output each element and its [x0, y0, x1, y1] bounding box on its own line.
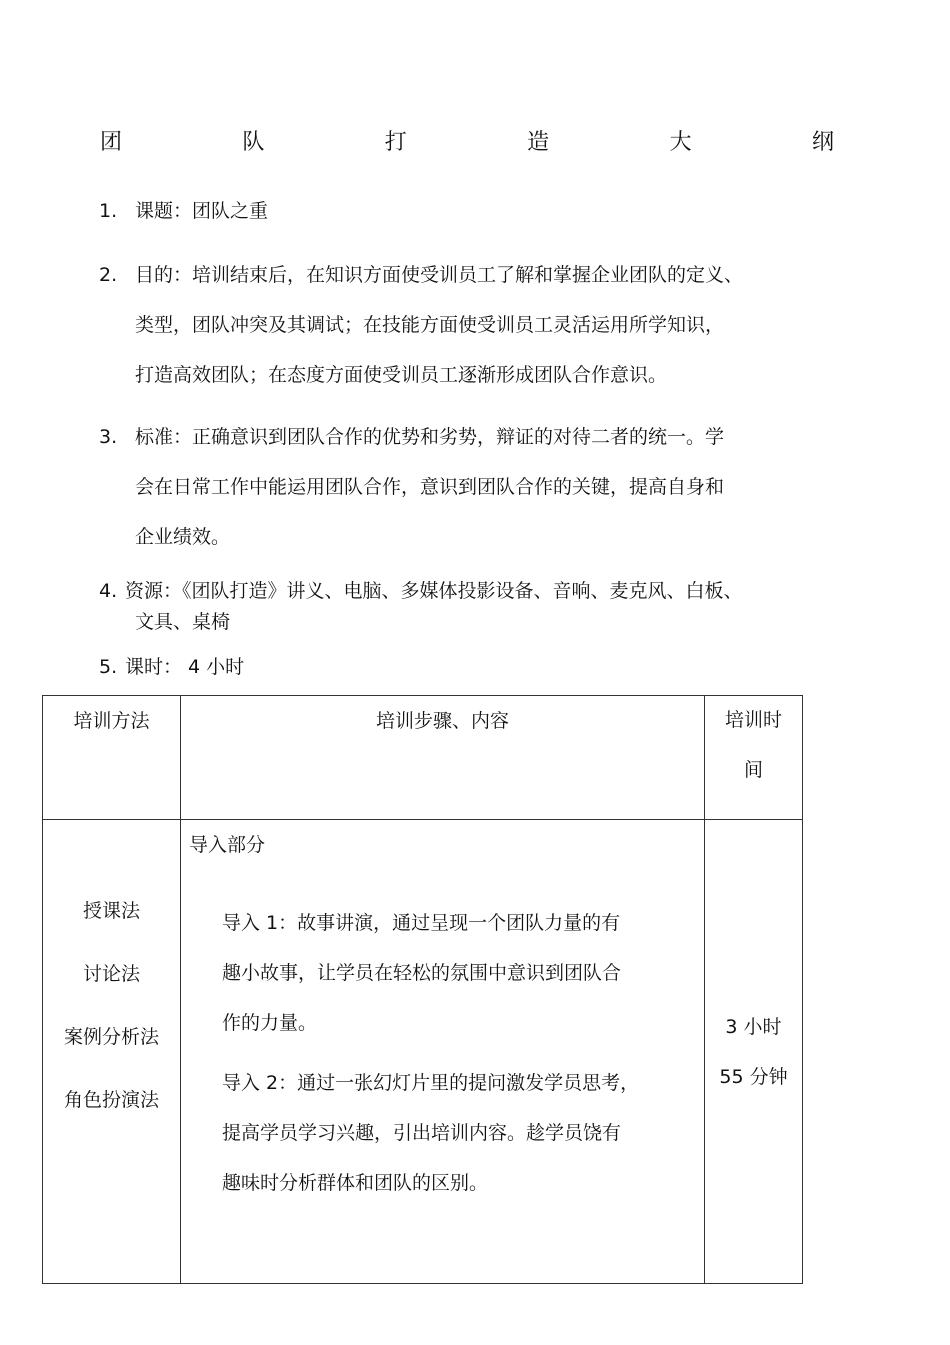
training-schedule-table [42, 695, 803, 1284]
methods-cell [43, 820, 181, 1284]
intro-paragraph-1 [189, 898, 696, 1048]
method-item: 授课法 [82, 900, 140, 922]
list-item-resources [99, 576, 819, 638]
paragraph-line: 趣味时分析群体和团队的区别。 [222, 1172, 489, 1194]
section-title: 导入部分 [189, 834, 266, 856]
duration-line2: 55 分钟 [719, 1065, 788, 1088]
item-text: 类型，团队冲突及其调试；在技能方面使受训员工灵活运用所学知识， [135, 314, 725, 336]
item-number: 1. [99, 200, 118, 222]
method-item: 讨论法 [82, 963, 140, 985]
paragraph-line: 作的力量。 [222, 1012, 318, 1034]
paragraph-line: 导入 1：故事讲演，通过呈现一个团队力量的有 [222, 912, 621, 934]
item-text: 文具、桌椅 [135, 611, 231, 633]
item-number: 2. [99, 264, 118, 286]
item-number: 3. [99, 426, 118, 448]
item-text: 课时： 4 小时 [125, 656, 245, 678]
table-header-row [43, 696, 803, 820]
steps-cell [181, 820, 705, 1284]
method-item: 角色扮演法 [63, 1089, 159, 1111]
list-item-topic [99, 186, 819, 236]
title-char: 造 [527, 130, 550, 155]
item-text: 标准：正确意识到团队合作的优势和劣势，辩证的对待二者的统一。学 [135, 426, 725, 448]
header-steps: 培训步骤、内容 [181, 696, 705, 820]
item-text: 打造高效团队；在态度方面使受训员工逐渐形成团队合作意识。 [135, 364, 668, 386]
intro-paragraph-2 [189, 1058, 696, 1208]
paragraph-line: 提高学员学习兴趣，引出培训内容。趁学员饶有 [222, 1122, 622, 1144]
title-char: 大 [669, 130, 692, 155]
duration-cell [705, 820, 803, 1284]
method-item: 案例分析法 [63, 1026, 159, 1048]
header-time-line1: 培训时 [724, 709, 782, 731]
header-method: 培训方法 [43, 696, 181, 820]
table-row [43, 820, 803, 1284]
header-time [705, 696, 803, 820]
item-text: 课题：团队之重 [135, 200, 269, 222]
title-char: 纲 [811, 130, 834, 155]
duration-line1: 3 小时 [725, 1015, 782, 1038]
paragraph-line: 导入 2：通过一张幻灯片里的提问激发学员思考， [222, 1072, 640, 1094]
title-char: 团 [100, 130, 123, 155]
list-item-purpose [99, 250, 819, 400]
item-text: 目的：培训结束后，在知识方面使受训员工了解和掌握企业团队的定义、 [135, 264, 744, 286]
header-time-line2: 间 [743, 759, 763, 781]
list-item-hours [99, 652, 819, 683]
paragraph-line: 趣小故事，让学员在轻松的氛围中意识到团队合 [222, 962, 622, 984]
title-char: 队 [242, 130, 265, 155]
document-title [100, 128, 834, 158]
item-text: 资源：《团队打造》讲义、电脑、多媒体投影设备、音响、麦克风、白板、 [125, 580, 743, 602]
item-text: 会在日常工作中能运用团队合作，意识到团队合作的关键，提高自身和 [135, 476, 725, 498]
list-item-standard [99, 412, 819, 562]
item-number: 4. [99, 580, 118, 602]
title-char: 打 [384, 130, 407, 155]
item-text: 企业绩效。 [135, 526, 231, 548]
item-number: 5. [99, 656, 118, 678]
